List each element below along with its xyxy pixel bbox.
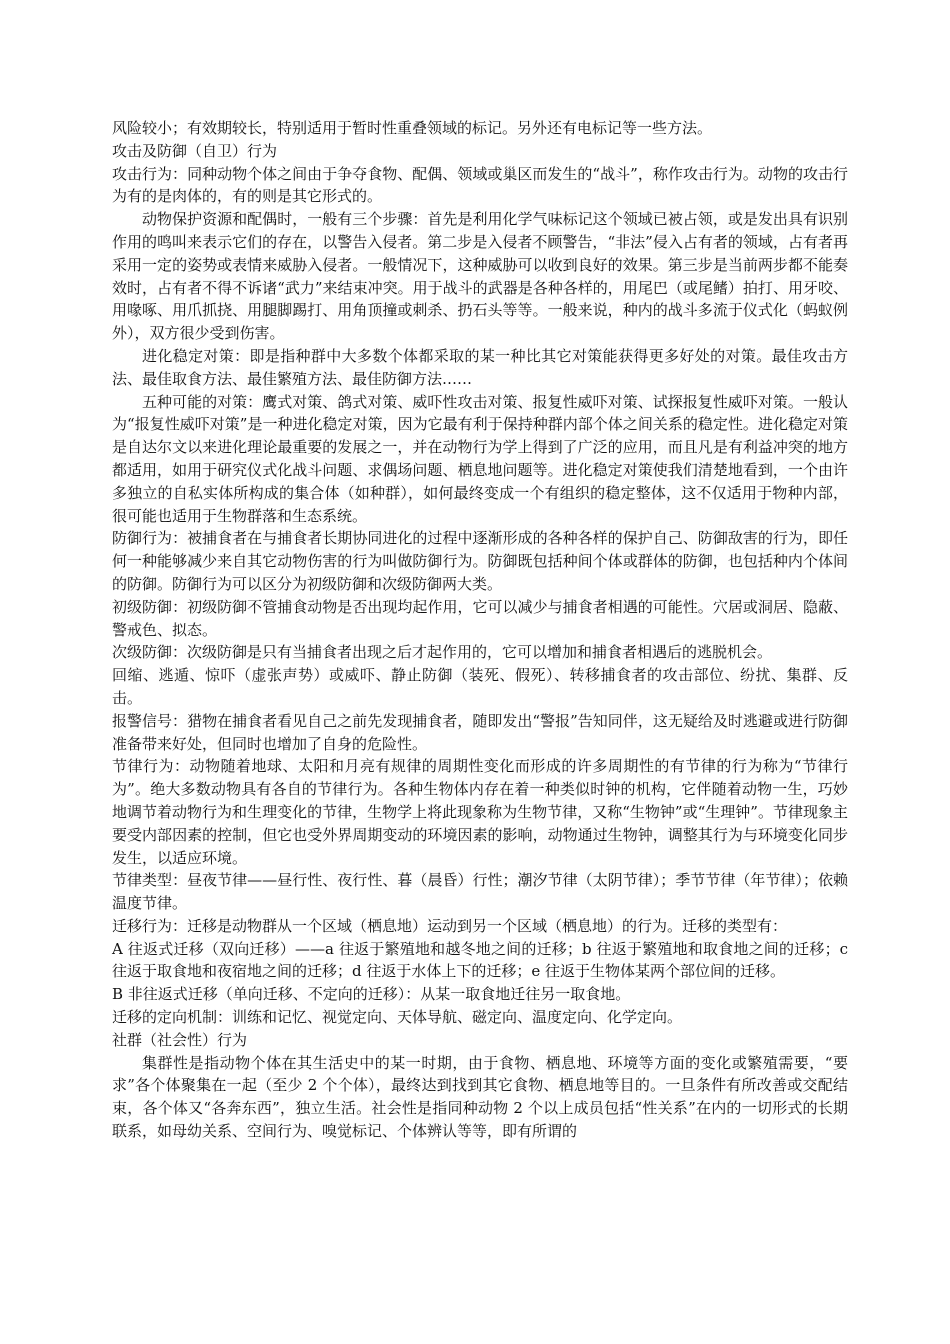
paragraph: 节律行为：动物随着地球、太阳和月亮有规律的周期性变化而形成的许多周期性的有节律的行为称为“节律行为”。绝大多数动物具有各自的节律行为。各种生物体内存在着一种类似时钟的机构，它伴随着动物一生，巧妙地调节着动物行为和生理变化的节律，生物学上将此现象称为生物节律，又称“生物钟”或“生理钟”。节律现象主要受内部因素的控制，但它也受外界周期变动的环境因素的影响，动物通过生物钟，调整其行为与环境变化同步发生，以适应环境。 xyxy=(112,757,848,867)
paragraph: A 往返式迁移（双向迁移）——a 往返于繁殖地和越冬地之间的迁移；b 往返于繁殖地和取食地之间的迁移；c 往返于取食地和夜宿地之间的迁移；d 往返于水体上下的迁移；e 往返于生物体某两个部位间的迁移。 xyxy=(112,939,848,981)
paragraph: 回缩、逃遁、惊吓（虚张声势）或威吓、静止防御（装死、假死）、转移捕食者的攻击部位、纷扰、集群、反击。 xyxy=(112,666,848,707)
paragraph: 迁移行为：迁移是动物群从一个区域（栖息地）运动到另一个区域（栖息地）的行为。迁移的类型有： xyxy=(112,916,788,935)
section-heading: 社群（社会性）行为 xyxy=(112,1030,248,1049)
paragraph: 节律类型：昼夜节律——昼行性、夜行性、暮（晨昏）行性；潮汐节律（太阴节律）；季节节律（年节律）；依赖温度节律。 xyxy=(112,871,848,913)
paragraph: 风险较小；有效期较长，特别适用于暂时性重叠领域的标记。另外还有电标记等一些方法。 xyxy=(112,119,713,137)
paragraph: 初级防御：初级防御不管捕食动物是否出现均起作用，它可以减少与捕食者相遇的可能性。穴居或洞居、隐蔽、警戒色、拟态。 xyxy=(112,597,848,639)
section-heading: 攻击及防御（自卫）行为 xyxy=(112,141,278,160)
paragraph: B 非往返式迁移（单向迁移、不定向的迁移）：从某一取食地迁往另一取食地。 xyxy=(112,985,631,1004)
paragraph: 集群性是指动物个体在其生活史中的某一时期，由于食物、栖息地、环境等方面的变化或繁殖需要，“要求”各个体聚集在一起（至少 2 个个体），最终达到找到其它食物、栖息地等目的。一旦条件有所改善或交配结束，各个体又“各奔东西”，独立生活。社会性是指同种动物 2 个以上成员包括“性关系”在内的一切形式的长期联系，如母幼关系、空间行为、嗅觉标记、个体辨认等等，即有所谓的 xyxy=(112,1053,848,1141)
paragraph: 次级防御：次级防御是只有当捕食者出现之后才起作用的，它可以增加和捕食者相遇后的逃脱机会。 xyxy=(112,643,773,662)
paragraph: 防御行为：被捕食者在与捕食者长期协同进化的过程中逐渐形成的各种各样的保护自己、防御敌害的行为，即任何一种能够减少来自其它动物伤害的行为叫做防御行为。防御既包括种间个体或群体的防御，也包括种内个体间的防御。防御行为可以区分为初级防御和次级防御两大类。 xyxy=(112,529,848,593)
paragraph: 动物保护资源和配偶时，一般有三个步骤：首先是利用化学气味标记这个领域已被占领，或是发出具有识别作用的鸣叫来表示它们的存在，以警告入侵者。第二步是入侵者不顾警告，“非法”侵入占有者的领域，占有者再采用一定的姿势或表情来威胁入侵者。一般情况下，这种威胁可以收到良好的效果。第三步是当前两步都不能奏效时，占有者不得不诉诸“武力”来结束冲突。用于战斗的武器是各种各样的，用尾巴（或尾鳍）拍打、用牙咬、用喙啄、用爪抓挠、用腿脚踢打、用角顶撞或刺杀、扔石头等等。一般来说，种内的战斗多流于仪式化（蚂蚁例外），双方很少受到伤害。 xyxy=(112,210,848,343)
paragraph: 报警信号：猎物在捕食者看见自己之前先发现捕食者，随即发出“警报”告知同伴，这无疑给及时逃避或进行防御准备带来好处，但同时也增加了自身的危险性。 xyxy=(112,711,848,753)
document-page xyxy=(112,117,848,1143)
paragraph: 五种可能的对策：鹰式对策、鸽式对策、威吓性攻击对策、报复性威吓对策、试探报复性威吓对策。一般认为“报复性威吓对策”是一种进化稳定对策，因为它最有利于保持种群内部个体之间关系的稳定性。进化稳定对策是自达尔文以来进化理论最重要的发展之一，并在动物行为学上得到了广泛的应用，而且凡是有利益冲突的地方都适用，如用于研究仪式化战斗问题、求偶场问题、栖息地问题等。进化稳定对策使我们清楚地看到，一个由许多独立的自私实体所构成的集合体（如种群），如何最终变成一个有组织的稳定整体，这不仅适用于物种内部，很可能也适用于生物群落和生态系统。 xyxy=(112,392,848,525)
paragraph: 进化稳定对策：即是指种群中大多数个体都采取的某一种比其它对策能获得更多好处的对策。最佳攻击方法、最佳取食方法、最佳繁殖方法、最佳防御方法…… xyxy=(112,346,848,388)
paragraph: 迁移的定向机制：训练和记忆、视觉定向、天体导航、磁定向、温度定向、化学定向。 xyxy=(112,1008,683,1027)
paragraph: 攻击行为：同种动物个体之间由于争夺食物、配偶、领域或巢区而发生的“战斗”，称作攻击行为。动物的攻击行为有的是肉体的，有的则是其它形式的。 xyxy=(112,164,848,206)
